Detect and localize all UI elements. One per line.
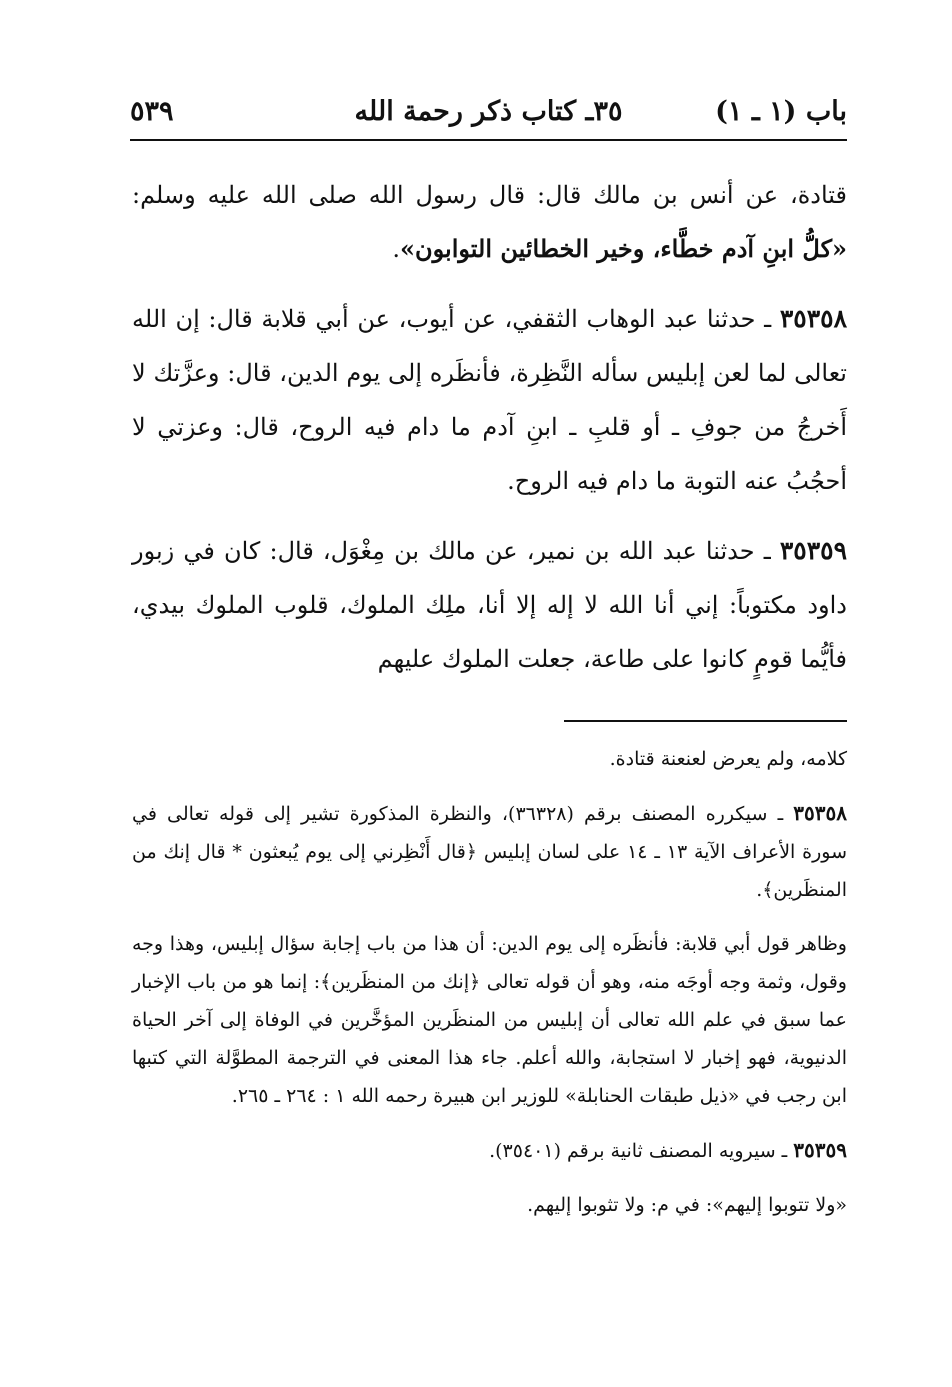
hadith-35358 (132, 292, 847, 508)
footnote-commentary: وظاهر قول أبي قلابة: فأنظَره إلى يوم الدين: أن هذا من باب إجابة سؤال إبليس، وهذا وجه وقول، وثمة وجه أوجَه منه، وهو أن قوله تعالى ﴿إنك من المنظَرين﴾: إنما هو من باب الإخبار عما سبق في علم الله تعالى أن إبليس من المنظَرين المؤخَّرين في الوفاة إلى آخر الحياة الدنيوية، فهو إخبار لا استجابة، والله أعلم. جاء هذا المعنى في الترجمة المطوَّلة التي كتبها ابن رجب في «ذيل طبقات الحنابلة» للوزير ابن هبيرة رحمه الله ١ : ٢٦٤ ـ ٢٦٥. (132, 933, 847, 1107)
footnote-35358 (132, 794, 847, 909)
paragraph-continuation (132, 168, 847, 276)
hadith-text: ـ حدثنا عبد الله بن نمير، عن مالك بن مِغْوَل، قال: كان في زبور داود مكتوباً: إني أنا الله لا إله إلا أنا، ملِك الملوك، قلوب الملوك بيدي، فأيُّما قومٍ كانوا على طاعة، جعلت الملوك عليهم (132, 537, 847, 673)
footnote-continuation: كلامه، ولم يعرض لعنعنة قتادة. (609, 748, 847, 770)
footnote-divider (564, 720, 847, 722)
footnote-number: ٣٥٣٥٩ (793, 1138, 847, 1162)
footnote-35359 (132, 1131, 847, 1170)
footnote-variant: «ولا تتوبوا إليهم»: في م: ولا تثوبوا إليهم. (527, 1194, 847, 1216)
book-title: ٣٥ـ كتاب ذكر رحمة الله (354, 96, 623, 127)
hadith-text: ـ حدثنا عبد الوهاب الثقفي، عن أيوب، عن أبي قلابة قال: إن الله تعالى لما لعن إبليس سأله النَّظِرة، فأنظَره إلى يوم الدين، قال: وعزَّتك لا أَخرجُ من جوفِ ـ أو قلبِ ـ ابنِ آدم ما دام فيه الروح، قال: وعزتي لا أحجُبُ عنه التوبة ما دام فيه الروح. (132, 305, 847, 495)
footnote-text: ـ سيكرره المصنف برقم (٣٦٣٢٨)، والنظرة المذكورة تشير إلى قوله تعالى في سورة الأعراف الآية ١٣ ـ ١٤ على لسان إبليس ﴿قال أَنْظِرني إلى يوم يُبعثون * قال إنك من المنظَرين﴾. (132, 803, 847, 901)
paragraph-end: . (392, 235, 400, 263)
header-divider (130, 139, 847, 141)
hadith-number: ٣٥٣٥٨ (779, 304, 847, 333)
footnotes (132, 740, 847, 1240)
chapter-reference: باب (١ ـ ١) (715, 96, 847, 127)
hadith-number: ٣٥٣٥٩ (779, 536, 847, 565)
footnote-text: ـ سيرويه المصنف ثانية برقم (٣٥٤٠١). (489, 1140, 794, 1162)
page-number: ٥٣٩ (130, 96, 174, 127)
running-header (130, 92, 847, 138)
main-text (132, 168, 847, 702)
footnote-number: ٣٥٣٥٨ (793, 801, 847, 825)
hadith-35359 (132, 524, 847, 686)
paragraph-text: قتادة، عن أنس بن مالك قال: قال رسول الله صلى الله عليه وسلم: (132, 181, 847, 209)
hadith-quote: «كلُّ ابنِ آدم خطَّاء، وخير الخطائين التوابون» (400, 234, 847, 263)
